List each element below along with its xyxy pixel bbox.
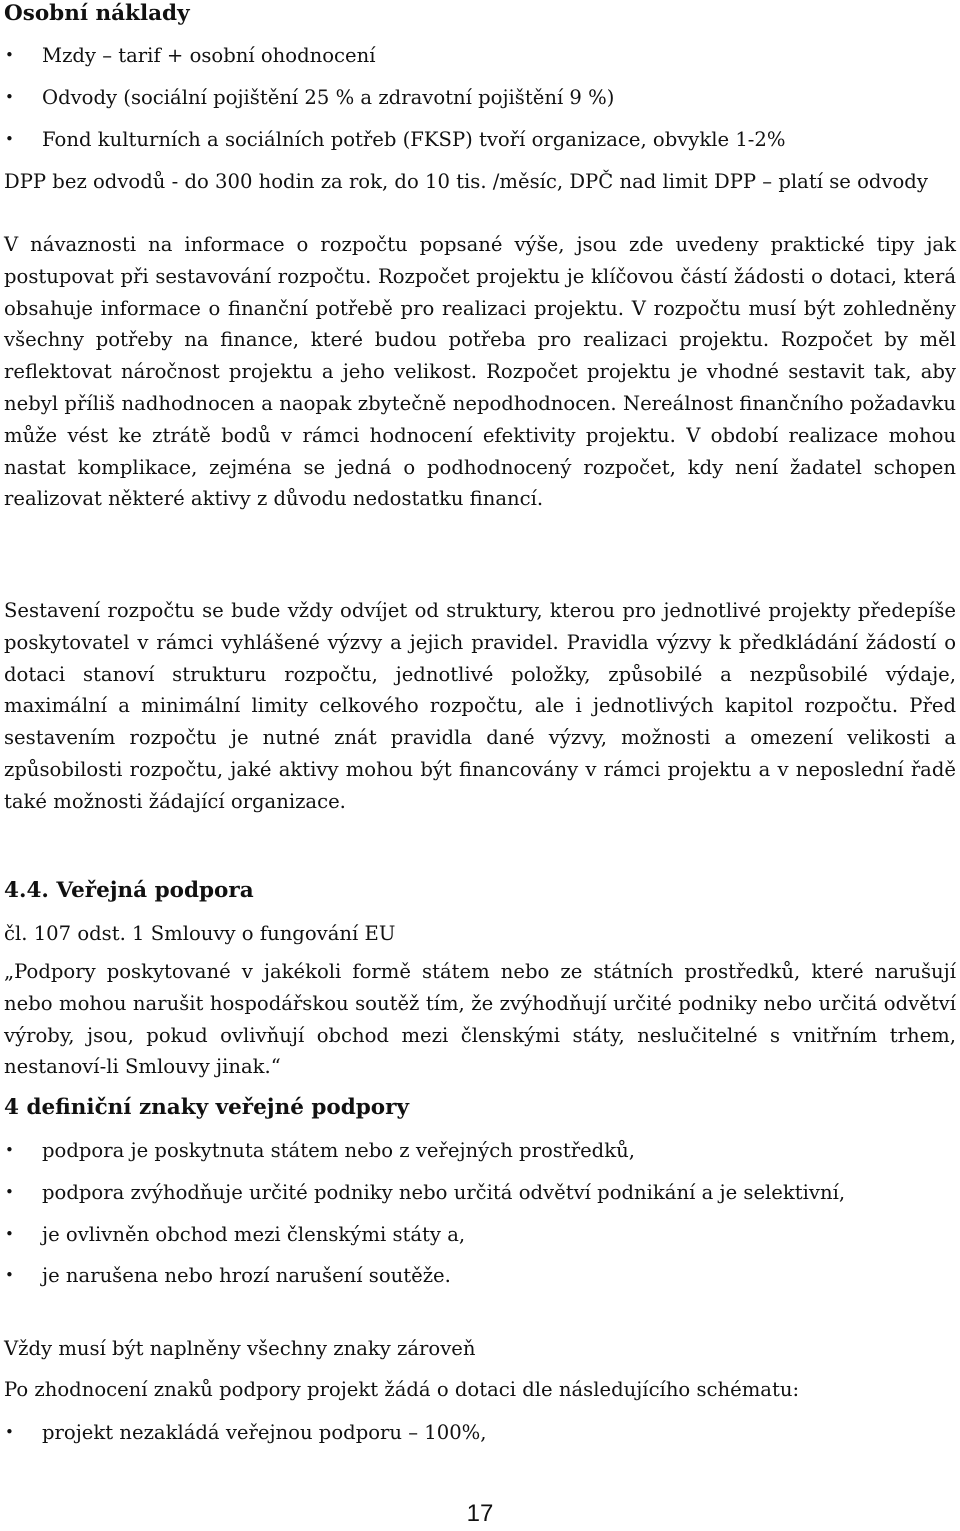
bullet-icon: • (5, 1182, 14, 1201)
list-item: • podpora zvýhodňuje určité podniky nebo určitá odvětví podnikání a je selektivní, (4, 1177, 956, 1209)
list-item: • Odvody (sociální pojištění 25 % a zdravotní pojištění 9 %) (4, 82, 944, 114)
bullet-icon: • (5, 1224, 14, 1243)
list-item: • podpora je poskytnuta státem nebo z veřejných prostředků, (4, 1135, 956, 1167)
bullet-icon: • (5, 1141, 14, 1159)
list-item: • Fond kulturních a sociálních potřeb (FKSP) tvoří organizace, obvykle 1-2% (4, 124, 944, 156)
page-number: 17 (466, 1500, 494, 1527)
section-title: Osobní náklady (4, 1, 190, 26)
list-item: • projekt nezakládá veřejnou podporu – 100%, (4, 1417, 956, 1449)
bullet-icon: • (5, 46, 14, 64)
evaluation-note: Po zhodnocení znaků podpory projekt žádá o dotaci dle následujícího schématu: (4, 1378, 800, 1401)
list-item: • je ovlivněn obchod mezi členskými státy a, (4, 1219, 956, 1251)
bullet-icon: • (5, 87, 14, 106)
bullet-icon: • (5, 1423, 14, 1441)
list-item: • Mzdy – tarif + osobní ohodnocení (4, 40, 944, 72)
treaty-quote: „Podpory poskytované v jakékoli formě státem nebo ze státních prostředků, které narušují nebo mohou narušit hospodářskou soutěž tím, že zvýhodňují určité podniky nebo určitá odvětví výroby, jsou, pokud ovlivňují obchod mezi členskými státy, neslučitelné s vnitřním trhem, nestanoví-li Smlouvy jinak.“ (4, 960, 956, 1079)
definition-title: 4 definiční znaky veřejné podpory (4, 1095, 409, 1120)
personal-costs-list (4, 40, 944, 155)
list-item: • je narušena nebo hrozí narušení soutěže. (4, 1260, 956, 1292)
budget-paragraph-1: V návaznosti na informace o rozpočtu popsané výše, jsou zde uvedeny praktické tipy jak postupovat při sestavování rozpočtu. Rozpočet projektu je klíčovou částí žádosti o dotaci, která obsahuje informace o finanční potřebě pro realizaci projektu. V rozpočtu musí být zohledněny všechny potřeby na finance, které budou potřeba pro realizaci projektu. Rozpočet by měl reflektovat náročnost projektu a jeho velikost. Rozpočet projektu je vhodné sestavit tak, aby nebyl příliš nadhodnocen a naopak zbytečně nepodhodnocen. Nereálnost finančního požadavku může vést ke ztrátě bodů v rámci hodnocení efektivity projektu. V období realizace mohou nastat komplikace, zejména se jedná o podhodnocený rozpočet, kdy není žadatel schopen realizovat některé aktivy z důvodu nedostatku financí. (4, 233, 956, 511)
bullet-icon: • (5, 1266, 14, 1285)
scheme-list (4, 1417, 956, 1449)
article-reference: čl. 107 odst. 1 Smlouvy o fungování EU (4, 922, 396, 945)
all-signs-note: Vždy musí být naplněny všechny znaky zároveň (4, 1337, 476, 1360)
budget-paragraph-2: Sestavení rozpočtu se bude vždy odvíjet od struktury, kterou pro jednotlivé projekty předepíše poskytovatel v rámci vyhlášené výzvy a jejich pravidel. Pravidla výzvy k předkládání žádostí o dotaci stanoví strukturu rozpočtu, jednotlivé položky, způsobilé a nezpůsobilé výdaje, maximální a minimální limity celkového rozpočtu, ale i jednotlivých kapitol rozpočtu. Před sestavením rozpočtu je nutné znát pravidla dané výzvy, možnosti a omezení velikosti a způsobilosti rozpočtu, jaké aktivy mohou být financovány v rámci projektu a v neposlední řadě také možnosti žádající organizace. (4, 599, 956, 813)
dpp-note: DPP bez odvodů - do 300 hodin za rok, do 10 tis. /měsíc, DPČ nad limit DPP – platí se odvody (4, 170, 928, 193)
bullet-icon: • (5, 129, 14, 148)
section-heading-public-support: 4.4. Veřejná podpora (4, 878, 254, 903)
definition-list (4, 1135, 956, 1292)
